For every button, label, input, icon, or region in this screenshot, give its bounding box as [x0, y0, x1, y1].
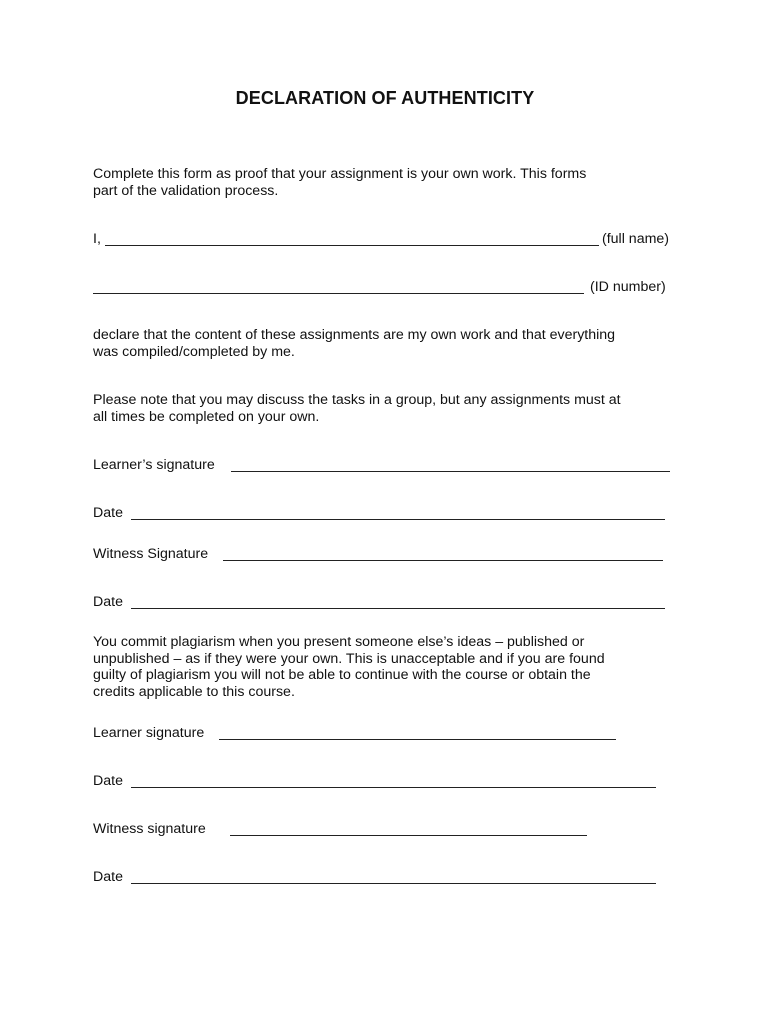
id-number-row	[93, 279, 693, 296]
id-number-label: (ID number)	[590, 279, 666, 295]
date-line-3[interactable]	[131, 787, 656, 788]
declare-line-1: declare that the content of these assignments are my own work and that everything	[93, 327, 616, 343]
intro-paragraph	[93, 166, 693, 199]
full-name-line[interactable]	[105, 245, 599, 246]
witness-signature-line-2[interactable]	[230, 835, 587, 836]
date-line-2[interactable]	[131, 608, 665, 609]
intro-line-2: part of the validation process.	[93, 182, 279, 199]
date-label-3: Date	[93, 773, 123, 789]
learners-signature-line[interactable]	[231, 471, 670, 472]
note-paragraph	[93, 392, 693, 425]
date-row-4	[93, 869, 693, 886]
date-line-1[interactable]	[131, 519, 665, 520]
plagiarism-line-1: You commit plagiarism when you present someone else’s ideas – published or	[93, 634, 585, 650]
learner-signature-label: Learner signature	[93, 725, 205, 741]
date-row-3	[93, 773, 693, 790]
plagiarism-line-4: credits applicable to this course.	[93, 683, 295, 700]
full-name-label: (full name)	[602, 231, 670, 247]
plagiarism-line-2: unpublished – as if they were your own. This is unacceptable and if you are found	[93, 650, 605, 667]
note-line-1: Please note that you may discuss the tasks in a group, but any assignments must at	[93, 392, 621, 408]
declare-line-2: was compiled/completed by me.	[93, 343, 295, 360]
date-label-4: Date	[93, 869, 123, 885]
witness-signature-row-1	[93, 546, 693, 563]
witness-signature-label-1: Witness Signature	[93, 546, 209, 562]
note-line-2: all times be completed on your own.	[93, 408, 320, 425]
date-row-1	[93, 505, 693, 522]
plagiarism-line-3: guilty of plagiarism you will not be able to continue with the course or obtain the	[93, 667, 591, 683]
full-name-row	[93, 231, 693, 248]
learners-signature-row	[93, 457, 693, 474]
plagiarism-paragraph	[93, 634, 693, 700]
date-row-2	[93, 594, 693, 611]
learners-signature-label: Learner’s signature	[93, 457, 215, 473]
date-line-4[interactable]	[131, 883, 656, 884]
witness-signature-line-1[interactable]	[223, 560, 663, 561]
intro-line-1: Complete this form as proof that your assignment is your own work. This forms	[93, 166, 587, 182]
witness-signature-label-2: Witness signature	[93, 821, 206, 837]
date-label-2: Date	[93, 594, 123, 610]
date-label-1: Date	[93, 505, 123, 521]
witness-signature-row-2	[93, 821, 693, 838]
learner-signature-row	[93, 725, 693, 742]
document-title: DECLARATION OF AUTHENTICITY	[235, 88, 535, 108]
learner-signature-line[interactable]	[219, 739, 616, 740]
id-number-line[interactable]	[93, 293, 584, 294]
declare-paragraph	[93, 327, 693, 360]
full-name-prefix: I,	[93, 231, 101, 247]
